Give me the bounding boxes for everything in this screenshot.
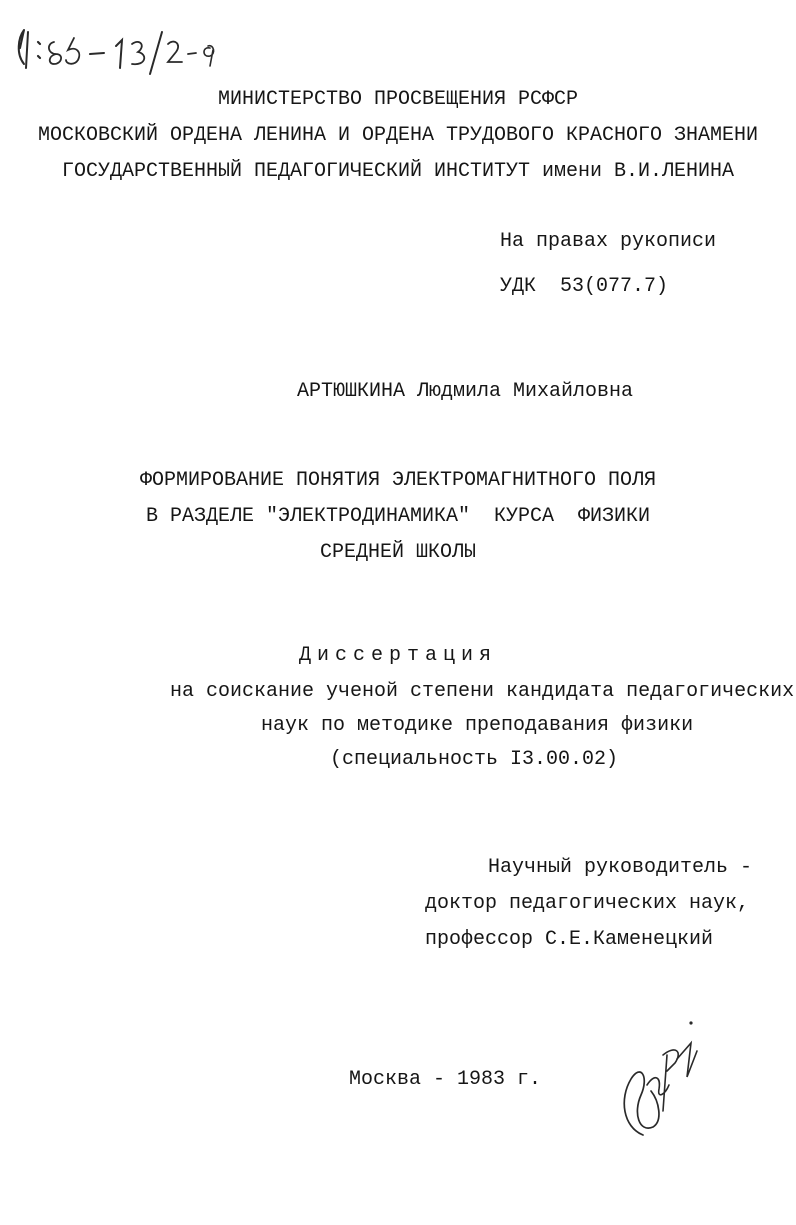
degree-line-1: на соискание ученой степени кандидата педагогических [170,680,795,703]
handwritten-mark-drawing [10,18,225,78]
institute-line-1: МОСКОВСКИЙ ОРДЕНА ЛЕНИНА И ОРДЕНА ТРУДОВОГО КРАСНОГО ЗНАМЕНИ [37,124,759,147]
document-type: Диссертация [298,644,498,667]
institute-line-2: ГОСУДАРСТВЕННЫЙ ПЕДАГОГИЧЕСКИЙ ИНСТИТУТ имени В.И.ЛЕНИНА [61,160,735,183]
ministry-heading: МИНИСТЕРСТВО ПРОСВЕЩЕНИЯ РСФСР [217,88,579,111]
signature [605,1015,705,1145]
author-name: АРТЮШКИНА Людмила Михайловна [297,380,634,403]
supervisor-name: профессор С.Е.Каменецкий [425,928,714,951]
specialty-code: (специальность I3.00.02) [330,748,619,771]
manuscript-rights: На правах рукописи [500,230,717,253]
title-line-3: СРЕДНЕЙ ШКОЛЫ [319,541,477,564]
title-line-2: В РАЗДЕЛЕ "ЭЛЕКТРОДИНАМИКА" КУРСА ФИЗИКИ [145,505,651,528]
handwritten-mark [10,18,225,78]
degree-line-2: наук по методике преподавания физики [261,714,694,737]
supervisor-degree: доктор педагогических наук, [425,892,750,915]
supervisor-role: Научный руководитель - [488,856,753,879]
place-year: Москва - 1983 г. [349,1068,542,1091]
udc-code: УДК 53(077.7) [500,275,669,298]
title-line-1: ФОРМИРОВАНИЕ ПОНЯТИЯ ЭЛЕКТРОМАГНИТНОГО ПОЛЯ [139,469,657,492]
signature-drawing [605,1015,705,1145]
